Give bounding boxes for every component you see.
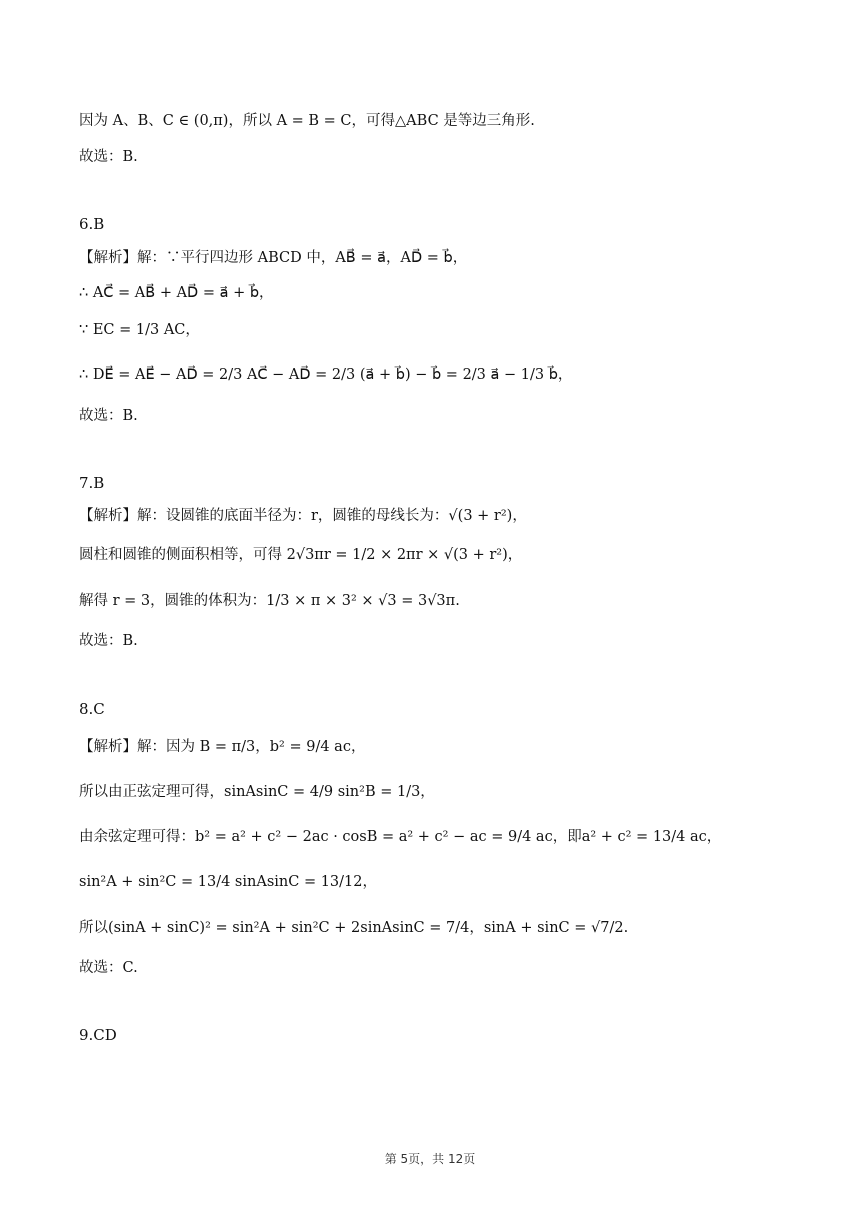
- line-10: 【解析】解：设圆锥的底面半径为：r，圆锥的母线长为：√(3 + r²)，: [79, 508, 527, 524]
- line-16: 所以由正弦定理可得，sinAsinC = 4/9 sin²B = 1/3，: [79, 784, 435, 800]
- line-11: 圆柱和圆锥的侧面积相等，可得 2√3πr = 1/2 × 2πr × √(3 + r²)，: [79, 547, 523, 563]
- line-4: 【解析】解：∵平行四边形 ABCD 中，AB⃗ = a⃗，AD⃗ = b⃗，: [79, 250, 468, 266]
- line-1: 因为 A、B、C ∈ (0,π)，所以 A = B = C，可得△ABC 是等边三角形.: [79, 113, 535, 129]
- line-19: 所以(sinA + sinC)² = sin²A + sin²C + 2sinAsinC = 7/4，sinA + sinC = √7/2.: [79, 920, 629, 936]
- line-5: ∴ AC⃗ = AB⃗ + AD⃗ = a⃗ + b⃗，: [79, 285, 274, 301]
- line-12: 解得 r = 3，圆锥的体积为：1/3 × π × 3² × √3 = 3√3π.: [79, 593, 460, 609]
- heading-7: 7.B: [79, 474, 105, 492]
- line-6: ∵ EC = 1/3 AC，: [79, 322, 200, 338]
- heading-9: 9.CD: [79, 1026, 117, 1044]
- line-20: 故选：C.: [79, 960, 138, 976]
- heading-8: 8.C: [79, 700, 105, 718]
- line-7: ∴ DE⃗ = AE⃗ − AD⃗ = 2/3 AC⃗ − AD⃗ = 2/3 (a⃗ + b⃗) − b⃗ = 2/3 a⃗ − 1/3 b⃗，: [79, 367, 573, 383]
- line-8: 故选：B.: [79, 408, 138, 424]
- line-17: 由余弦定理可得：b² = a² + c² − 2ac · cosB = a² + c² − ac = 9/4 ac，即a² + c² = 13/4 ac，: [79, 829, 722, 845]
- page-footer: 第 5页，共 12页: [384, 1152, 476, 1166]
- line-2: 故选：B.: [79, 149, 138, 165]
- line-15: 【解析】解：因为 B = π/3，b² = 9/4 ac，: [79, 739, 366, 755]
- line-18: sin²A + sin²C = 13/4 sinAsinC = 13/12，: [79, 874, 377, 890]
- line-13: 故选：B.: [79, 633, 138, 649]
- heading-6: 6.B: [79, 215, 105, 233]
